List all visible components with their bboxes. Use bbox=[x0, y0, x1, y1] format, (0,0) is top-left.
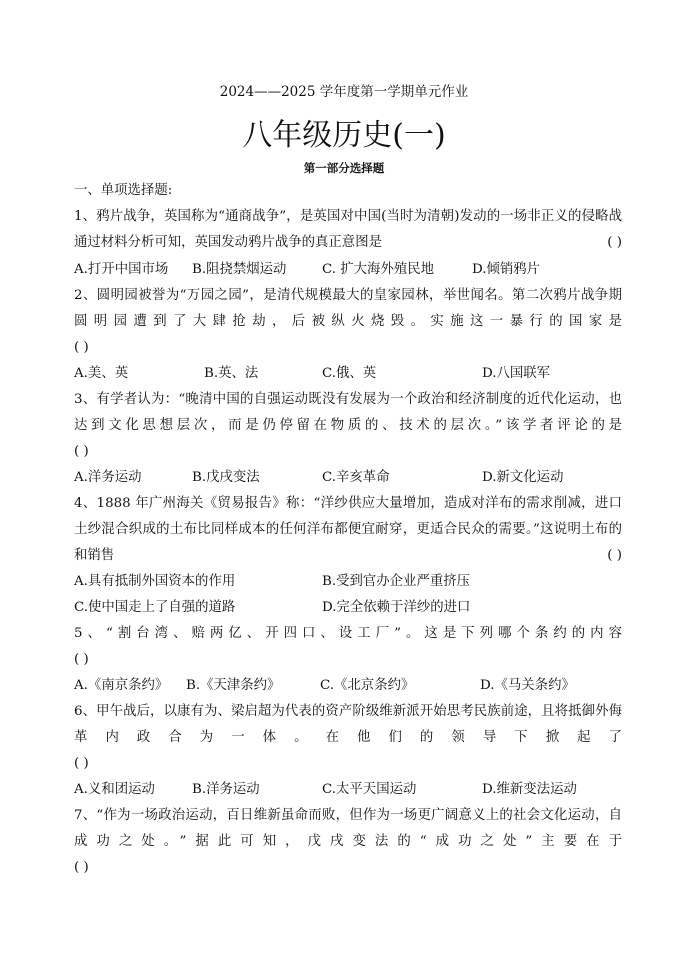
question-2-line-2: 圆明园遭到了大肆抢劫，后被纵火烧毁。实施这一暴行的国家是 bbox=[74, 314, 622, 329]
option-b: B.阻挠禁烟运动 bbox=[192, 262, 287, 277]
option-c: C.俄、英 bbox=[322, 366, 377, 381]
option-c: C.太平天国运动 bbox=[322, 782, 417, 797]
option-c: C.使中国走上了自强的道路 bbox=[74, 600, 236, 615]
answer-blank: ( ) bbox=[74, 444, 89, 459]
question-3-line-2: 达到文化思想层次，而是仍停留在物质的、技术的层次。”该学者评论的是 bbox=[74, 418, 622, 433]
question-6-line-1: 6、甲午战后，以康有为、梁启超为代表的资产阶级维新派开始思考民族前途，且将抵御外侮 bbox=[74, 704, 622, 719]
option-a: A.美、英 bbox=[74, 366, 129, 381]
question-1-line-2 bbox=[74, 233, 622, 253]
option-a: A.打开中国市场 bbox=[74, 262, 169, 277]
question-4-stem: 和销售 bbox=[74, 548, 115, 563]
question-6-line-2: 革内政合为一体。在他们的领导下掀起了 bbox=[74, 730, 622, 745]
answer-blank: ( ) bbox=[607, 235, 622, 250]
option-b: B.戊戌变法 bbox=[192, 470, 260, 485]
option-a: A.具有抵制外国资本的作用 bbox=[74, 574, 236, 589]
answer-blank: ( ) bbox=[74, 756, 89, 771]
option-d: D.完全依赖于洋纱的进口 bbox=[322, 600, 471, 615]
page-title: 八年级历史(一) bbox=[242, 118, 446, 153]
option-c: C.辛亥革命 bbox=[322, 470, 390, 485]
option-d: D.倾销鸦片 bbox=[472, 262, 541, 277]
question-4-line-3 bbox=[74, 546, 622, 566]
answer-blank: ( ) bbox=[74, 652, 89, 667]
question-4-line-1: 4、1888 年广州海关《贸易报告》称：“洋纱供应大量增加，造成对洋布的需求削减，进口 bbox=[74, 496, 622, 511]
question-1-line-1: 1、鸦片战争，英国称为“通商战争”，是英国对中国(当时为清朝)发动的一场非正义的侵略战 bbox=[74, 209, 622, 224]
option-d: D.维新变法运动 bbox=[482, 782, 577, 797]
question-7-line-2: 成功之处。”据此可知，戊戌变法的“成功之处”主要在于 bbox=[74, 834, 622, 849]
option-a: A.义和团运动 bbox=[74, 782, 155, 797]
option-b: B.洋务运动 bbox=[192, 782, 260, 797]
question-7-line-1: 7、“作为一场政治运动，百日维新虽命而败，但作为一场更广阔意义上的社会文化运动，自 bbox=[74, 808, 622, 823]
option-a: A.《南京条约》 bbox=[74, 678, 169, 693]
option-b: B.受到官办企业严重挤压 bbox=[322, 574, 471, 589]
answer-blank: ( ) bbox=[607, 548, 622, 563]
option-d: D.《马关条约》 bbox=[480, 678, 575, 693]
option-d: D.八国联军 bbox=[482, 366, 551, 381]
option-b: B.《天津条约》 bbox=[186, 678, 281, 693]
section-heading: 一、单项选择题: bbox=[74, 183, 173, 198]
school-year-heading: 2024——2025 学年度第一学期单元作业 bbox=[219, 84, 469, 100]
answer-blank: ( ) bbox=[74, 860, 89, 875]
question-4-line-2: 土纱混合织成的土布比同样成本的任何洋布都便宜耐穿，更适合民众的需要。”这说明土布的 bbox=[74, 522, 622, 537]
question-5-line-1: 5、“割台湾、赔两亿、开四口、设工厂”。这是下列哪个条约的内容 bbox=[74, 626, 622, 641]
option-c: C.《北京条约》 bbox=[320, 678, 415, 693]
question-3-line-1: 3、有学者认为：“晚清中国的自强运动既没有发展为一个政治和经济制度的近代化运动，也 bbox=[74, 392, 622, 407]
option-b: B.英、法 bbox=[204, 366, 259, 381]
option-c: C. 扩大海外殖民地 bbox=[322, 262, 435, 277]
option-d: D.新文化运动 bbox=[482, 470, 564, 485]
part-heading: 第一部分选择题 bbox=[303, 161, 385, 175]
option-a: A.洋务运动 bbox=[74, 470, 142, 485]
question-2-line-1: 2、圆明园被誉为“万园之园”，是清代规模最大的皇家园林，举世闻名。第二次鸦片战争期 bbox=[74, 288, 622, 303]
question-1-stem: 通过材料分析可知，英国发动鸦片战争的真正意图是 bbox=[74, 235, 382, 250]
answer-blank: ( ) bbox=[74, 340, 89, 355]
